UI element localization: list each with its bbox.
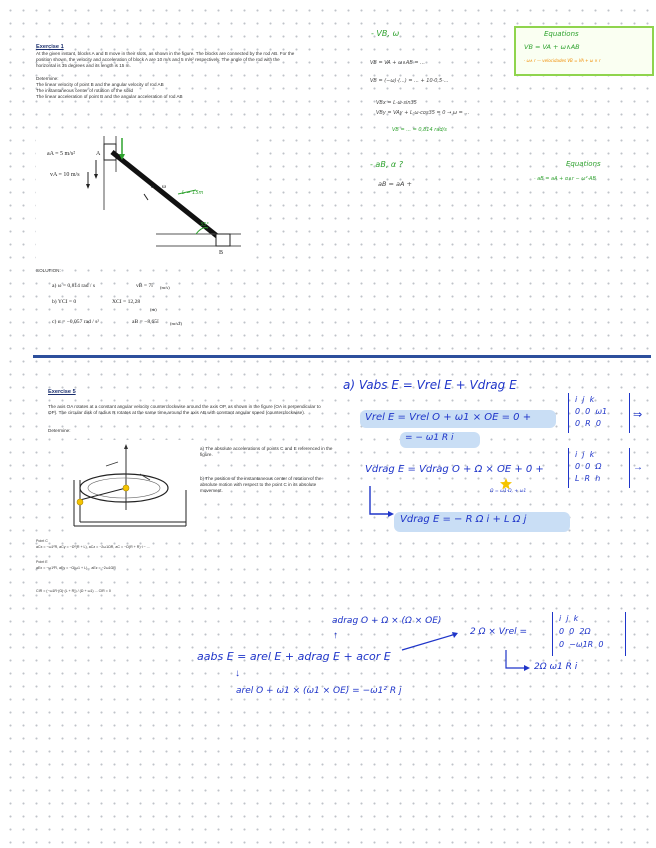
notes5-vdrag-result: Vdrag E = − R Ω i + L Ω j	[400, 514, 527, 525]
ex1-figure	[36, 130, 256, 260]
point-c-text: aCx = −ω1²R, aCy = −Ω²(R + L), aCz = −2ω1ΩR, aC = −Ω(R + R)·i − ...	[36, 545, 150, 549]
notes5-arel: arel O + ω1 × (ω1 × OE) = −ω1² R j	[236, 686, 402, 696]
sol-b-unit: (m)	[150, 307, 157, 312]
matrix-3-row-1: i j k	[559, 614, 579, 623]
matrix-2-row-1: i j k	[575, 450, 595, 459]
notes1-heading: - VB, ω	[371, 29, 400, 38]
matrix-1-row-3: 0 R 0	[575, 419, 601, 428]
sol-c-unit: (m/s2)	[170, 321, 182, 326]
ex5-task-b: b) The position of the instantaneous center of rotation of the absolute motion with respect to the point C in its absolute movement.	[200, 476, 322, 493]
ex1-title: Exercise 1	[36, 44, 64, 50]
notes5-vrel-result: = − ω1 R i	[405, 433, 454, 443]
ex1-determine: Determine:	[36, 76, 59, 81]
matrix-3	[552, 612, 626, 656]
fig-B-label: B	[219, 250, 224, 256]
matrix-1	[568, 393, 630, 433]
ex1-task-2: The instantaneous center of rotation of the solid	[36, 88, 134, 93]
equations-box-label: Equations	[544, 30, 579, 38]
ex1-task-3: The linear acceleration of point B and the angular acceleration of rod AB	[36, 94, 183, 99]
matrix-2-arrow-icon: →	[633, 462, 643, 473]
ex1-statement: At the given instant, blocks A and B move in their slots, as shown in the figure. The blocks are connected by the rod AB. For the position shown, the velocity and acceleration of block A are 10 m/s and 5 m/s² respectively. The angle of the rod with the horizontal is 35 degrees and its length is 15 m.	[36, 51, 295, 68]
equations-box-note: · ω∧ r — velocidades VB = VA + ω × r	[524, 58, 601, 63]
fig-vA-label: vA = 10 m/s	[50, 172, 80, 178]
fig-A-label: A	[96, 151, 101, 157]
vdrag-bracket-arrow	[366, 486, 396, 522]
notes1-eq2: · aB = aA + α∧r − ω²·AB	[534, 176, 596, 182]
point-e-text: aEx = −ω1²R, aEy = −Ω(ω1 + L)... aEz = −2ω1ΩR	[36, 566, 116, 570]
equations-box	[514, 26, 654, 76]
notes5-drag-acc: adrag O + Ω × (Ω × OE)	[332, 616, 442, 626]
notes5-aabs: aabs E = arel E + adrag E + acor E	[197, 650, 391, 663]
cir-text: CIR = (−ω1R·(Ω)·(L + R)) / (Ω + ω1) ... CIR = 0	[36, 589, 111, 593]
sol-b-left: b) YCI = 0	[52, 299, 77, 305]
down-arrow-icon: ↓	[235, 668, 240, 679]
notes1-result: VB = ... = 0,814 rad/s	[392, 127, 447, 133]
notes5-implies-arrow: ⇒	[633, 408, 643, 421]
ex5-statement: The axis OA rotates at a constant angular velocity counterclockwise around the axis OP, as shown in the figure (OA is perpendicular to OP). The circular disk of radius R rotates at the same time around the axis AB with constant angular speed (counterclockwise).	[48, 404, 321, 415]
sol-c-right: aB = −8,65î	[132, 319, 159, 325]
coriolis-result-arrow	[502, 650, 532, 674]
notes5-coriolis-result: 2Ω ω1 R i	[534, 662, 578, 672]
section-divider	[33, 355, 651, 358]
ex1-task-1: The linear velocity of point B and the angular velocity of rod AB	[36, 82, 164, 87]
matrix-3-row-3: 0 −ω1R 0	[559, 640, 604, 649]
matrix-3-row-2: 0 0 2Ω	[559, 627, 591, 636]
sol-b-right: XCI = 12,28	[112, 299, 141, 305]
notes5-line-a: a) Vabs E = Vrel E + Vdrag E	[343, 378, 517, 392]
notes1-line1: VB = VA + ω∧AB = ...	[370, 60, 425, 66]
notes5-coriolis: 2 Ω × Vrel =	[470, 627, 528, 637]
ex5-determine: Determine:	[48, 428, 71, 433]
matrix-2-row-3: L R h	[575, 474, 601, 483]
ex5-task-a: a) The absolute accelerations of points C and E referenced in the figure.	[200, 446, 333, 457]
coriolis-arrow	[400, 630, 460, 652]
fig-aA-label: aA = 5 m/s²	[47, 151, 76, 157]
ex5-title: Exercise 5	[48, 389, 76, 395]
matrix-2	[568, 448, 630, 488]
notes5-star-note: Ω = ω1·Ω, + ω1	[490, 489, 527, 494]
up-arrow-icon: ↑	[333, 630, 338, 641]
point-c-label: Point C	[36, 539, 48, 543]
notes1-heading2: - aB, α ?	[370, 160, 403, 169]
fig-length-label: L = 15m	[182, 190, 204, 196]
notes5-vdrag: Vdrag E = Vdrag O + Ω × OE + 0 +	[365, 464, 544, 475]
notes1-system1: VBx = L·ω·sin35	[376, 100, 417, 106]
notes1-system2: VBy = VAy + L·ω·cos35 = 0 → ω = ...	[376, 110, 470, 116]
notes1-equations2: Equations	[566, 160, 601, 168]
fig-omega-label: ω	[162, 184, 166, 190]
ex5-figure	[66, 440, 194, 532]
ex1-solution-label: SOLUTION:	[36, 268, 61, 273]
matrix-1-row-1: i j k	[575, 395, 595, 404]
equations-box-eq: VB = VA + ω∧AB	[524, 43, 580, 51]
star-icon	[500, 478, 512, 490]
notes5-vrel: Vrel E = Vrel O + ω1 × OE = 0 +	[365, 412, 532, 423]
matrix-1-row-2: 0 0 ω1	[575, 407, 608, 416]
matrix-2-row-2: 0 0 Ω	[575, 462, 602, 471]
notes1-line3: aB = aA +	[378, 180, 412, 188]
sol-c-left: c) α = −0,057 rad / s²	[52, 319, 100, 325]
notes1-line2: VB = (−ω)·(...) = ... + 10·0,5·...	[370, 78, 449, 84]
fig-alpha-label: α	[151, 184, 155, 190]
fig-angle-label: 35°	[200, 222, 209, 228]
point-e-label: Point E	[36, 560, 48, 564]
sol-a-right: vB = 7î	[136, 283, 153, 289]
sol-a-left: a) ω = 0,814 rad / s	[52, 283, 96, 289]
sol-a-unit: (m/s)	[160, 285, 170, 290]
